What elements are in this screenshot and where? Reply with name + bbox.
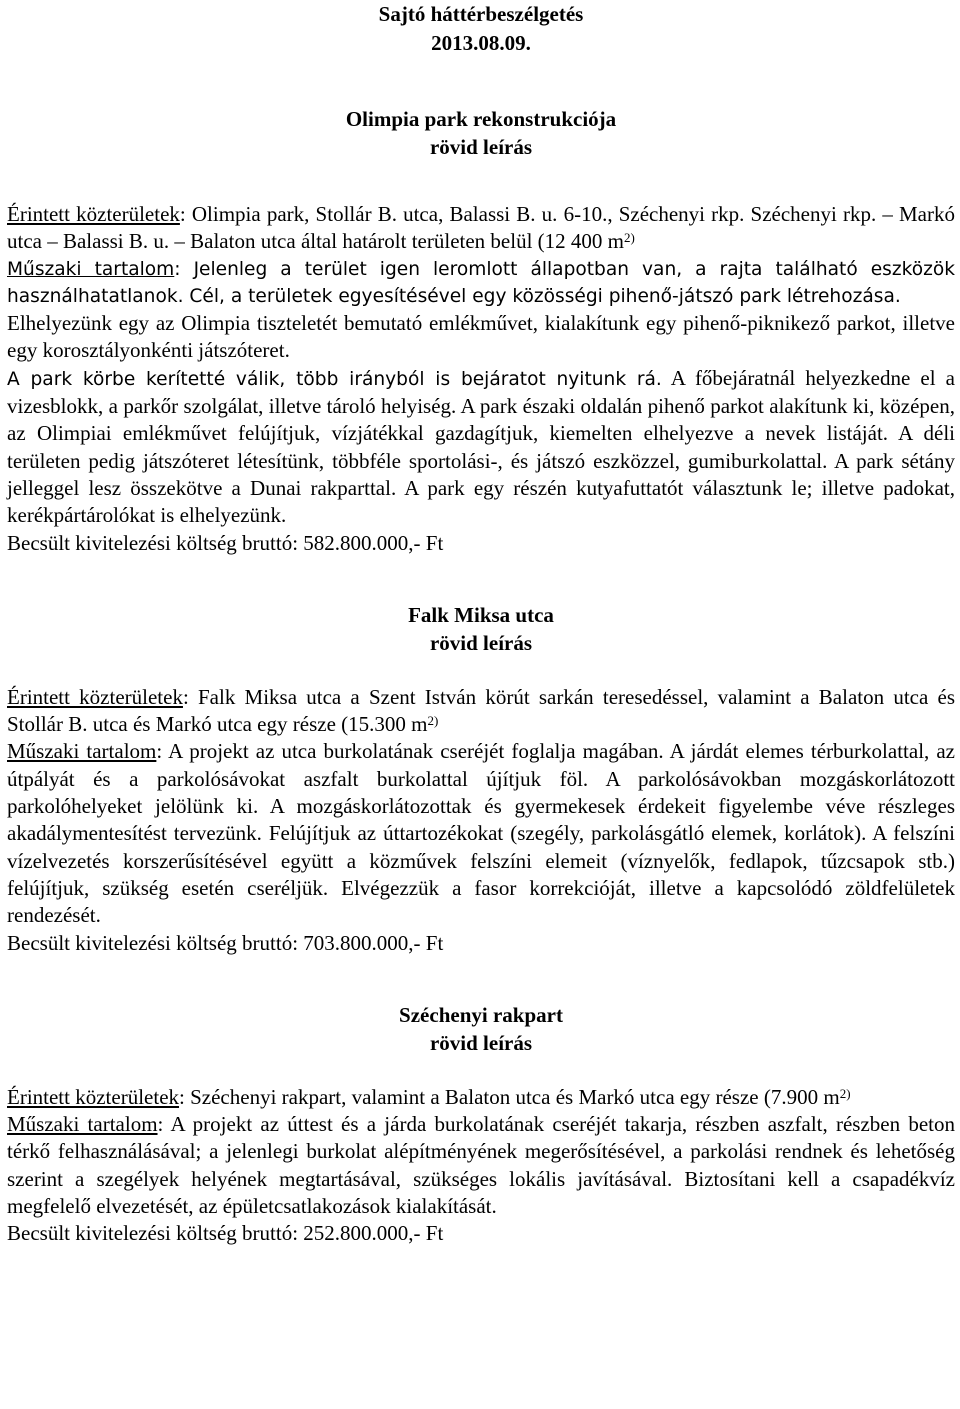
section-heading <box>7 601 955 657</box>
section-szechenyi-rakpart <box>7 1001 955 1248</box>
cost-estimate: Becsült kivitelezési költség bruttó: 252.800.000,- Ft <box>7 1221 444 1246</box>
section-subtitle: rövid leírás <box>429 630 533 655</box>
section-title: Falk Miksa utca <box>408 602 554 627</box>
paragraph-layout: A főbejáratnál helyezkedne el a vizesblokk, a parkőr szolgálat, illetve tároló helyiség. A park északi oldalán pihenő parkot alakítunk ki, középen, az Olimpiai emlékművet felújítjuk, vízjátékkal gazdagítjuk, kiemelten elhelyezve a nevek listáját. A déli területen pedig játszóteret létesítünk, többféle sportolási-, és játszó eszközzel, gumiburkolattal. A park sétány jelleggel lesz összekötve a Dunai rakparttal. A park egy részén kutyafuttatót választunk le; illetve padokat, kerékpártárolókat is elhelyezünk. <box>7 365 955 528</box>
technical-label: Műszaki tartalom <box>7 258 175 280</box>
technical-label: Műszaki tartalom <box>7 1112 158 1137</box>
header-date: 2013.08.09. <box>431 31 531 55</box>
paragraph-fence: A park körbe kerítetté válik, több irányból is bejáratot nyitunk rá. <box>7 368 662 390</box>
header-title: Sajtó háttérbeszélgetés <box>378 2 584 26</box>
affected-text: : Falk Miksa utca a Szent István körút sarkán teresedéssel, valamint a Balaton utca és Stollár B. utca és Markó utca egy része (15.300 m <box>7 684 955 737</box>
area-unit-superscript: 2) <box>624 230 635 246</box>
technical-content <box>7 738 955 929</box>
technical-label: Műszaki tartalom <box>7 739 157 764</box>
technical-content <box>7 256 955 311</box>
cost-estimate: Becsült kivitelezési költség bruttó: 703.800.000,- Ft <box>7 930 444 955</box>
technical-content <box>7 1111 955 1220</box>
section-heading <box>7 1001 955 1057</box>
section-falk-miksa <box>7 601 955 957</box>
section-subtitle: rövid leírás <box>429 135 533 159</box>
affected-areas <box>7 201 955 256</box>
area-unit-superscript: 2) <box>427 713 439 729</box>
affected-text: : Széchenyi rakpart, valamint a Balaton utca és Markó utca egy része (7.900 m <box>179 1084 840 1109</box>
section-title: Széchenyi rakpart <box>399 1002 563 1027</box>
technical-text: : A projekt az utca burkolatának cseréjét foglalja magában. A járdát elemes térburkolattal, az útpályát és a parkolósávokat aszfalt burkolattal újítjuk föl. A parkolósávokban mozgáskorlátozott parkolóhelyeket jelölünk ki. A mozgáskorlátozottak és gyermekesek érdekeit figyelembe véve részleges akadálymentesítést tervezünk. Felújítjuk az úttartozékokat (szegély, parkolásgátló elemek, korlátok). A felszíni vízelvezetés korszerűsítésével együtt a közművek felszíni elemeit (víznyelők, fedlapok, tűzcsapok stb.) felújítjuk, szükség esetén cseréljük. Elvégezzük a fasor korrekcióját, illetve a kapcsolódó zöldfelületek rendezését. <box>7 739 955 928</box>
technical-text: : Jelenleg a terület igen leromlott állapotban van, a rajta található eszközök használhatatlanok. Cél, a területek egyesítésével egy közösségi pihenő-játszó park létrehozása. <box>7 258 955 307</box>
technical-text: : A projekt az úttest és a járda burkolatának cseréjét takarja, részben aszfalt, részben beton térkő felhasználásával; a jelenlegi burkolat alépítményének megerősítésével, a parkolási rendnek és lehetőség szerint a szegélyek helyének megtartásával, szükséges lokális javításával. Biztosítani kell a csapadékvíz megfelelő elvezetését, az épületcsatlakozások kialakítását. <box>7 1112 955 1219</box>
section-subtitle: rövid leírás <box>429 1030 533 1055</box>
section-title: Olimpia park rekonstrukciója <box>345 107 617 131</box>
affected-label: Érintett közterületek <box>7 1084 180 1109</box>
paragraph-park-details <box>7 365 955 530</box>
section-heading <box>7 105 955 161</box>
area-unit-superscript: 2) <box>839 1085 851 1101</box>
affected-text: : Olimpia park, Stollár B. utca, Balassi B. u. 6-10., Széchenyi rkp. Széchenyi rkp. – Markó utca – Balassi B. u. – Balaton utca által határolt területen belül (12 400 m <box>7 202 955 254</box>
paragraph-monument: Elhelyezünk egy az Olimpia tiszteletét bemutató emlékművet, kialakítunk egy pihenő-piknikező parkot, illetve egy korosztályonkénti játszóteret. <box>7 311 955 363</box>
affected-areas <box>7 684 955 739</box>
affected-areas <box>7 1084 955 1111</box>
document-page <box>7 0 955 1248</box>
affected-label: Érintett közterületek <box>7 202 180 226</box>
document-header <box>7 0 955 58</box>
section-olimpia-park <box>7 105 955 557</box>
cost-estimate: Becsült kivitelezési költség bruttó: 582.800.000,- Ft <box>7 530 444 555</box>
affected-label: Érintett közterületek <box>7 684 183 709</box>
